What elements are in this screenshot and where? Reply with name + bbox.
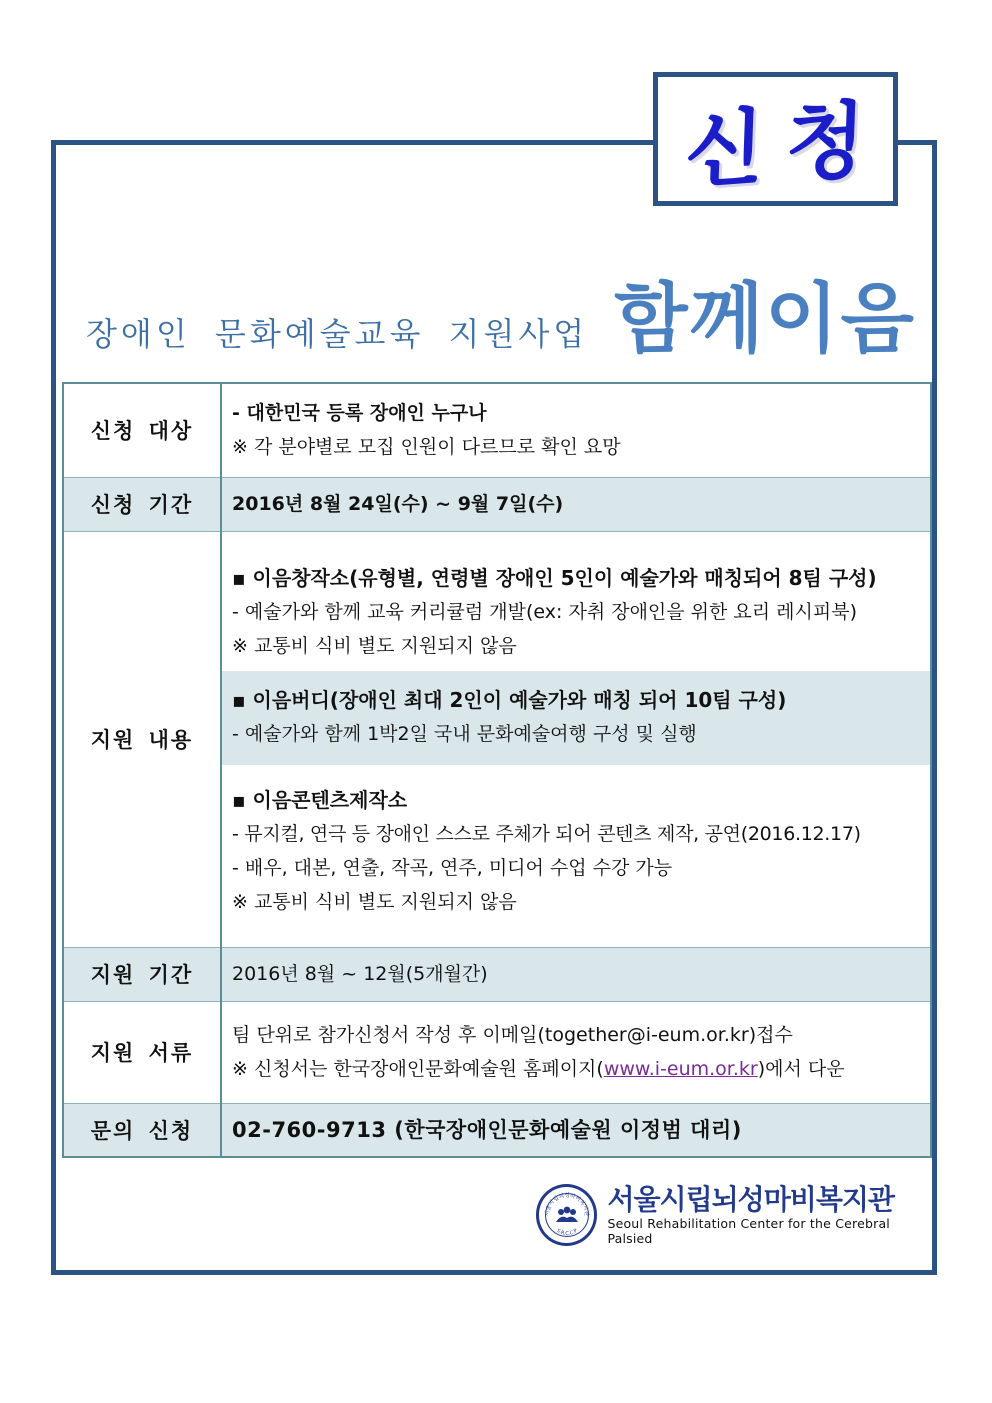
section-title-contents: ▪ 이음콘텐츠제작소 [232,783,920,817]
info-table [62,382,932,1158]
buddy-line1: - 예술가와 함께 1박2일 국내 문화예술여행 구성 및 실행 [232,723,697,745]
section-title-creation: ▪ 이음창작소(유형별, 연령별 장애인 5인이 예술가와 매칭되어 8팀 구성) [232,561,920,595]
badge-text: 신청 [683,90,889,201]
contents-line1: - 뮤지컬, 연극 등 장애인 스스로 주체가 되어 콘텐츠 제작, 공연(2016.12.17) [232,823,861,845]
row-apply-period [63,477,931,531]
documents-content [221,1001,931,1103]
target-content [221,383,931,477]
poster-title [86,258,916,363]
documents-label: 지원 서류 [63,1001,221,1103]
org-name-en: Seoul Rehabilitation Center for the Cerebral Palsied [607,1216,890,1246]
documents-line2 [232,1052,920,1086]
documents-line2-pre: ※ 신청서는 한국장애인문화예술원 홈페이지( [232,1058,604,1080]
program-subtitle: 장애인 문화예술교육 지원사업 [86,315,589,353]
support-period-value: 2016년 8월 ~ 12월(5개월간) [221,947,931,1001]
row-support [63,531,931,947]
section-title-buddy: ▪ 이음버디(장애인 최대 2인이 예술가와 매칭 되어 10팀 구성) [232,683,920,717]
footer-logo [536,1180,936,1250]
svg-text:서울시립뇌성마비복지관 [543,1191,591,1217]
contents-line3: ※ 교통비 식비 별도 지원되지 않음 [232,891,517,913]
row-target [63,383,931,477]
apply-period-value: 2016년 8월 24일(수) ~ 9월 7일(수) [221,477,931,531]
svg-text:S.R.C.C.P [555,1228,578,1237]
logo-ring-text: 서울시립뇌성마비복지관 [544,1193,590,1217]
homepage-link[interactable]: www.i-eum.or.kr [603,1058,758,1080]
row-support-period [63,947,931,1001]
support-section-creation [232,545,920,671]
org-name [607,1184,936,1246]
creation-line1: - 예술가와 함께 교육 커리큘럼 개발(ex: 자취 장애인을 위한 요리 레시피북) [232,601,857,623]
org-logo-icon [536,1184,597,1246]
contact-label: 문의 신청 [63,1103,221,1157]
target-label: 신청 대상 [63,383,221,477]
documents-line1: 팀 단위로 참가신청서 작성 후 이메일(together@i-eum.or.kr)접수 [232,1024,793,1046]
contact-value: 02-760-9713 (한국장애인문화예술원 이정범 대리) [221,1103,931,1157]
row-contact [63,1103,931,1157]
support-section-contents [232,765,920,933]
support-label: 지원 내용 [63,531,221,947]
apply-badge [653,72,898,206]
support-content [221,531,931,947]
row-documents [63,1001,931,1103]
documents-line2-post: )에서 다운 [757,1058,845,1080]
target-line1: - 대한민국 등록 장애인 누구나 [232,402,487,425]
logo-acronym: S.R.C.C.P [555,1227,579,1238]
program-title: 함께이음 [614,274,916,363]
creation-line2: ※ 교통비 식비 별도 지원되지 않음 [232,635,517,657]
apply-period-label: 신청 기간 [63,477,221,531]
support-period-label: 지원 기간 [63,947,221,1001]
org-name-kr: 서울시립뇌성마비복지관 [607,1183,894,1216]
contents-line2: - 배우, 대본, 연출, 작곡, 연주, 미디어 수업 수강 가능 [232,857,673,879]
target-line2: ※ 각 분야별로 모집 인원이 다르므로 확인 요망 [232,436,621,459]
support-section-buddy [222,671,930,765]
